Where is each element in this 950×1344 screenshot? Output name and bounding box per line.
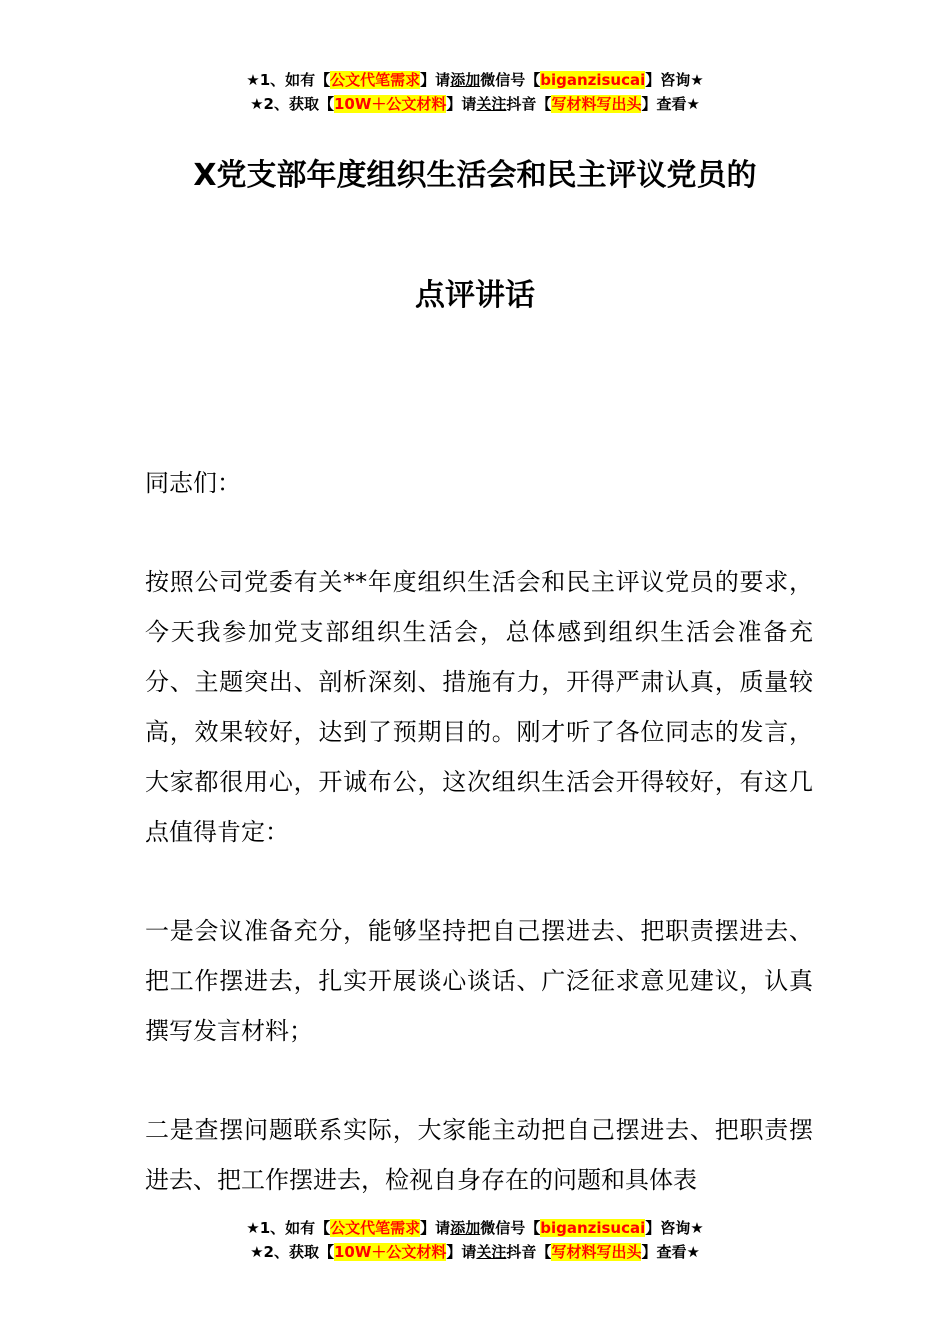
banner-text: ★2、获取【: [250, 95, 334, 113]
underlined-text: 添加: [450, 71, 481, 89]
banner-text: 微信号【: [480, 71, 541, 89]
highlight-wechat-id: biganzisucai: [540, 71, 646, 89]
salutation: 同志们：: [145, 469, 241, 497]
highlight-materials: 10W＋公文材料: [333, 95, 447, 113]
banner-text: 】咨询★: [645, 71, 704, 89]
paragraph-point-1: 一是会议准备充分，能够坚持把自己摆进去、把职责摆进去、把工作摆进去，扎实开展谈心谈话、广泛征求意见建议，认真撰写发言材料；: [145, 917, 813, 1045]
banner-text: 】查看★: [641, 95, 700, 113]
banner-text: 抖音【: [506, 95, 552, 113]
underlined-text: 关注: [476, 95, 507, 113]
banner-text: 】查看★: [641, 1243, 700, 1261]
page-title-line-1: X党支部年度组织生活会和民主评议党员的: [193, 158, 757, 193]
banner-line-1: [0, 68, 950, 92]
banner-text: 】请: [446, 1243, 477, 1261]
highlight-service: 公文代笔需求: [330, 71, 421, 89]
banner-text: 】请: [420, 1219, 451, 1237]
header-banner: [0, 68, 950, 116]
paragraph-intro: 按照公司党委有关**年度组织生活会和民主评议党员的要求，今天我参加党支部组织生活会，总体感到组织生活会准备充分、主题突出、剖析深刻、措施有力，开得严肃认真，质量较高，效果较好，达到了预期目的。刚才听了各位同志的发言，大家都很用心，开诚布公，这次组织生活会开得较好，有这几点值得肯定：: [145, 568, 813, 846]
banner-text: ★1、如有【: [246, 1219, 331, 1237]
highlight-service: 公文代笔需求: [330, 1219, 421, 1237]
banner-line-2: [0, 92, 950, 116]
highlight-douyin-account: 写材料写出头: [551, 95, 642, 113]
highlight-wechat-id: biganzisucai: [540, 1219, 646, 1237]
underlined-text: 关注: [476, 1243, 507, 1261]
banner-text: 】请: [446, 95, 477, 113]
banner-text: 抖音【: [506, 1243, 552, 1261]
banner-line-1: [0, 1216, 950, 1240]
page-title-line-2: 点评讲话: [415, 278, 535, 313]
banner-text: 微信号【: [480, 1219, 541, 1237]
banner-text: ★1、如有【: [246, 71, 331, 89]
highlight-materials: 10W＋公文材料: [333, 1243, 447, 1261]
banner-text: 】请: [420, 71, 451, 89]
underlined-text: 添加: [450, 1219, 481, 1237]
highlight-douyin-account: 写材料写出头: [551, 1243, 642, 1261]
banner-text: ★2、获取【: [250, 1243, 334, 1261]
banner-text: 】咨询★: [645, 1219, 704, 1237]
paragraph-point-2: 二是查摆问题联系实际，大家能主动把自己摆进去、把职责摆进去、把工作摆进去，检视自身存在的问题和具体表: [145, 1116, 813, 1194]
banner-line-2: [0, 1240, 950, 1264]
footer-banner: [0, 1216, 950, 1264]
